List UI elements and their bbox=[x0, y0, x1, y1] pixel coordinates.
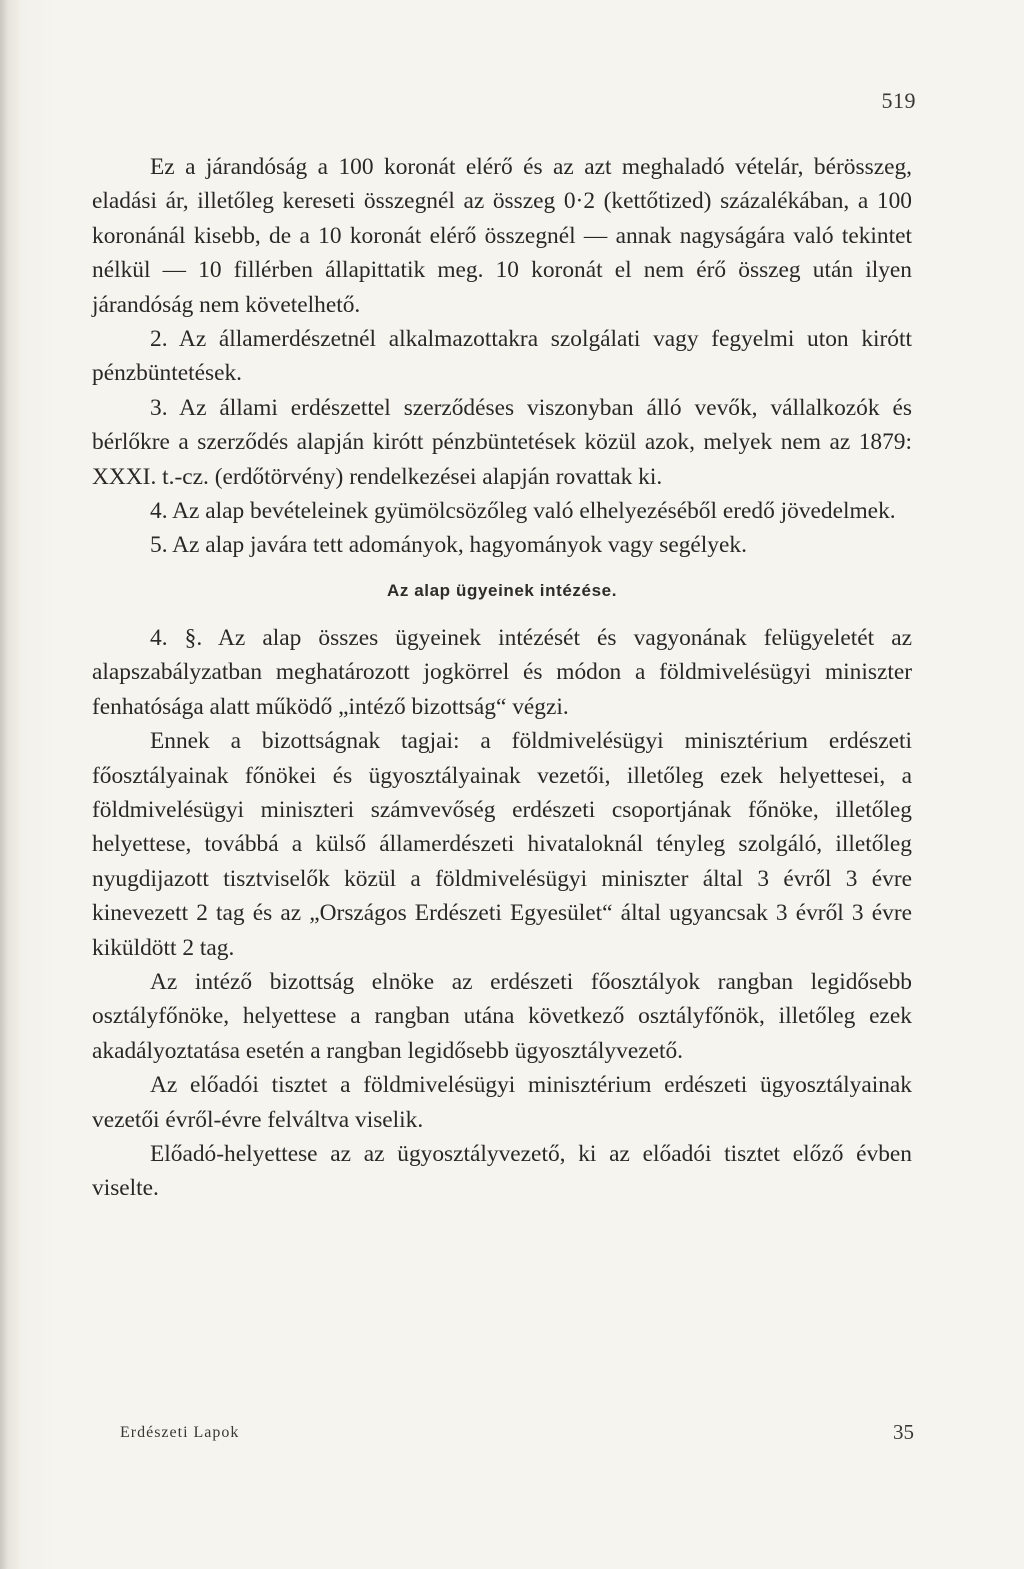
paragraph-section-4: 4. §. Az alap összes ügyeinek intézését és vagyonának felügyeletét az alapszabályzatban meghatározott jogkörrel és módon a földmivelésügyi miniszter fenhatósága alatt működő „intéző bizottság“ végzi. bbox=[92, 624, 912, 720]
paragraph-rapporteur: Az előadói tisztet a földmivelésügyi minisztérium erdészeti ügyosztályainak vezetői évről-évre felváltva viselik. bbox=[92, 1072, 912, 1133]
paragraph-fee: Ez a járandóság a 100 koronát elérő és az azt meghaladó vételár, bérösszeg, eladási ár, illetőleg kereseti összegnél az összeg 0·2 (kettőtized) százalékában, a 100 koronánál kisebb, de a 10 koronát elérő összegnél — annak nagyságára való tekintet nélkül — 10 fillérben állapittatik meg. 10 koronát el nem érő összeg után ilyen járandóság nem követelhető. bbox=[92, 154, 912, 318]
page-footer bbox=[120, 1420, 914, 1450]
paragraph-committee-members: Ennek a bizottságnak tagjai: a földmivelésügyi minisztérium erdészeti főosztályainak főnökei és ügyosztályainak vezetői, illetőleg ezek helyettesei, a földmivelésügyi miniszteri számvevőség erdészeti csoportjának főnöke, illetőleg helyettese, továbbá a külső államerdészeti hivataloknál tényleg szolgáló, illetőleg nyugdijazott tisztviselők közül a földmivelésügyi miniszter által 3 évről 3 évre kinevezett 2 tag és az „Országos Erdészeti Egyesület“ által ugyancsak 3 évről 3 évre kiküldött 2 tag. bbox=[92, 728, 912, 961]
section-heading: Az alap ügyeinek intézése. bbox=[386, 580, 618, 600]
paragraph-deputy-rapporteur: Előadó-helyettese az az ügyosztályvezető, ki az előadói tisztet előző évben viselte. bbox=[92, 1140, 912, 1202]
paragraph-item-3: 3. Az állami erdészettel szerződéses viszonyban álló vevők, vállalkozók és bérlőkre a szerződés alapján kirótt pénzbüntetések közül azok, melyek nem az 1879: XXXI. t.-cz. (erdőtörvény) rendelkezései alapján rovattak ki. bbox=[92, 394, 912, 490]
paragraph-item-2: 2. Az államerdészetnél alkalmazottakra szolgálati vagy fegyelmi uton kirótt pénzbüntetések. bbox=[92, 326, 912, 387]
paragraph-item-4: 4. Az alap bevételeinek gyümölcsözőleg való elhelyezéséből eredő jövedelmek. bbox=[150, 498, 896, 525]
journal-title: Erdészeti Lapok bbox=[120, 1424, 240, 1441]
sheet-signature: 35 bbox=[893, 1420, 914, 1444]
paragraph-committee-chair: Az intéző bizottság elnöke az erdészeti főosztályok rangban legidősebb osztályfőnöke, helyettese a rangban utána következő osztályfőnök, illetőleg ezek akadályoztatása esetén a rangban legidősebb ügyosztályvezető. bbox=[92, 968, 912, 1064]
body-text bbox=[92, 150, 912, 1206]
page-number: 519 bbox=[881, 88, 916, 113]
paragraph-item-5: 5. Az alap javára tett adományok, hagyományok vagy segélyek. bbox=[150, 532, 747, 559]
